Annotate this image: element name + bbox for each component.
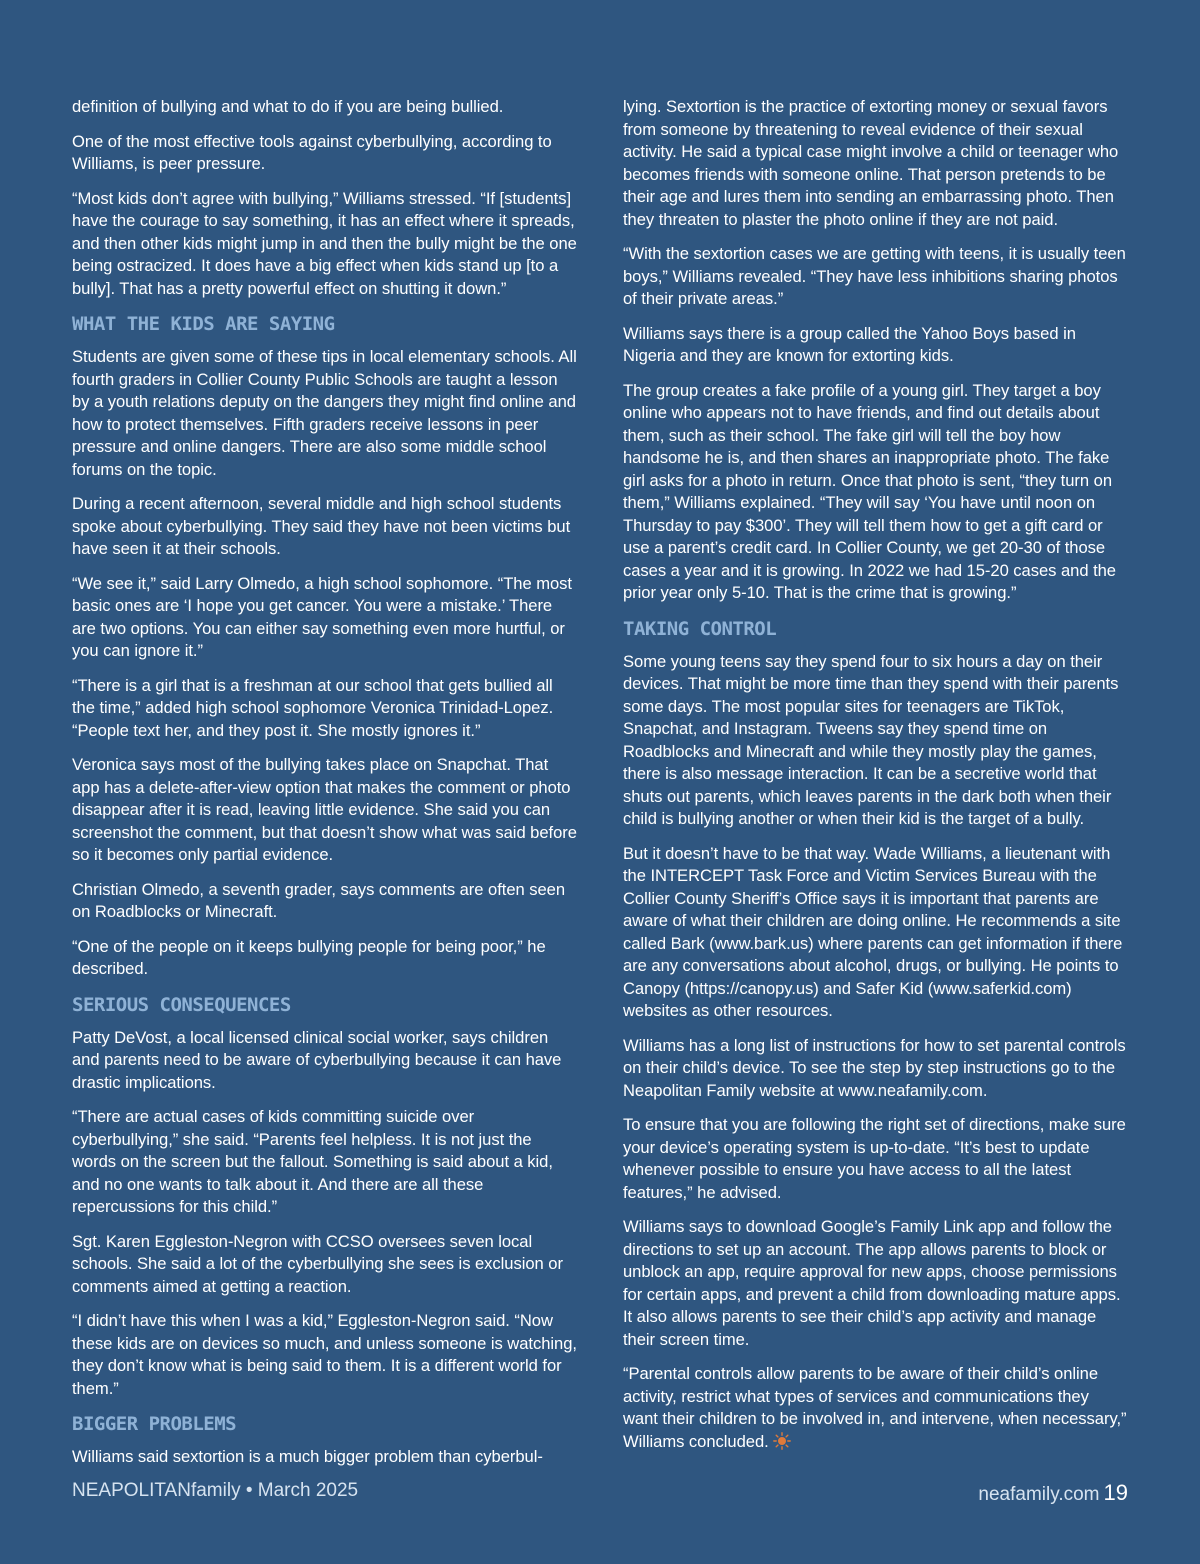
paragraph: definition of bullying and what to do if you are being bullied. [72,97,504,116]
paragraph: But it doesn’t have to be that way. Wade Williams, a lieutenant with the INTERCEPT Task Force and Victim Services Bureau with the Collier County Sheriff’s Office says it is important that parents are aware of what their children are doing online. He recommends a site called Bark (www.bark.us) where parents can get information if there are any conversations about alcohol, drugs, or bullying. He points to Canopy (https://canopy.us) and Safer Kid (www.saferkid.com) websites as other resources. [623,843,1123,1020]
paragraph: “There are actual cases of kids committing suicide over cyberbullying,” she said. “Parents feel helpless. It is not just the words on the screen but the fallout. Something is said about a kid, and no one wants to talk about it. And there are all these repercussions for this child.” [72,1107,553,1216]
paragraph: “We see it,” said Larry Olmedo, a high school sophomore. “The most basic ones are ‘I hope you get cancer. You were a mistake.’ There are two options. You can either say something even more hurtful, or you can ignore it.” [72,573,572,660]
paragraph-final [623,1363,1128,1453]
paragraph: “Most kids don’t agree with bullying,” Williams stressed. “If [students] have the courage to say something, it has an effect where it spreads, and then other kids might jump in and then the bully might be the one being ostracized. It does have a big effect when kids stand up [to a bully]. That has a pretty powerful effect on shutting it down.” [72,188,577,298]
paragraph: Some young teens say they spend four to six hours a day on their devices. That might be more time than they spend with their parents some days. The most popular sites for teenagers are TikTok, Snapchat, and Instagram. Tweens say they spend time on Roadblocks and Minecraft and while they mostly play the games, there is also message interaction. It can be a secretive world that shuts out parents, which leaves parents in the dark both when their child is bullying another or when their kid is the target of a bully. [623,651,1119,828]
paragraph: Christian Olmedo, a seventh grader, says comments are often seen on Roadblocks or Minecraft. [72,879,566,921]
sun-icon [773,1432,791,1450]
paragraph: To ensure that you are following the right set of directions, make sure your device’s operating system is up-to-date. “It’s best to update whenever possible to ensure you have access to all the latest features,” he advised. [623,1115,1126,1202]
paragraph: Williams has a long list of instructions for how to set parental controls on their child’s device. To see the step by step instructions go to the Neapolitan Family website at www.neafamily.com. [623,1035,1126,1100]
paragraph: Williams said sextortion is a much bigger problem than cyberbul- [72,1447,543,1466]
paragraph: Patty DeVost, a local licensed clinical social worker, says children and parents need to be aware of cyberbullying because it can have drastic implications. [72,1027,562,1092]
paragraph: Veronica says most of the bullying takes place on Snapchat. That app has a delete-after-view option that makes the comment or photo disappear after it is read, leaving little evidence. She said you can screenshot the comment, but that doesn’t show what was said before so it becomes only partial evidence. [72,755,577,864]
paragraph-text: “Parental controls allow parents to be aware of their child’s online activity, restrict what types of services and communications they want their children to be involved in, and intervene, when necessary,” Williams concluded. [623,1364,1127,1451]
paragraph: “With the sextortion cases we are getting with teens, it is usually teen boys,” Williams revealed. “They have less inhibitions sharing photos of their private areas.” [623,244,1126,308]
section-heading: SERIOUS CONSEQUENCES [72,993,291,1016]
site-url: neafamily.com [978,1484,1100,1505]
paragraph: “One of the people on it keeps bullying people for being poor,” he described. [72,936,546,978]
paragraph: During a recent afternoon, several middle and high school students spoke about cyberbullying. They said they have not been victims but have seen it at their schools. [72,494,571,558]
paragraph: The group creates a fake profile of a young girl. They target a boy online who appears not to have friends, and find out details about them, such as their school. The fake girl will tell the boy how handsome he is, and then shares an inappropriate photo. The fake girl asks for a photo in return. Once that photo is sent, “they turn on them,” Williams explained. “They will say ‘You have until noon on Thursday to pay $300’. They will tell them how to get a gift card or use a parent’s credit card. In Collier County, we get 20-30 of those cases a year and it is growing. In 2022 we had 15-20 cases and the prior year only 5-10. That is the crime that is growing.” [623,380,1116,602]
paragraph: One of the most effective tools against cyberbullying, according to Williams, is peer pressure. [72,131,552,173]
footer-publication: NEAPOLITANfamily • March 2025 [72,1480,359,1501]
left-column [72,96,577,1481]
paragraph: Sgt. Karen Eggleston-Negron with CCSO oversees seven local schools. She said a lot of the cyberbullying she sees is exclusion or comments aimed at getting a reaction. [72,1231,563,1296]
paragraph: Williams says to download Google’s Family Link app and follow the directions to set up an account. The app allows parents to block or unblock an app, require approval for new apps, choose permissions for certain apps, and prevent a child from downloading mature apps. It also allows parents to see their child’s app activity and manage their screen time. [623,1217,1121,1349]
paragraph: “There is a girl that is a freshman at our school that gets bullied all the time,” added high school sophomore Veronica Trinidad-Lopez. “People text her, and they post it. She mostly ignores it.” [72,675,554,740]
page-number: 19 [1103,1480,1128,1505]
footer-site [978,1480,1128,1506]
section-heading: BIGGER PROBLEMS [72,1413,237,1435]
paragraph: “I didn’t have this when I was a kid,” Eggleston-Negron said. “Now these kids are on devices so much, and unless someone is watching, they don’t know what is being said to them. It is a different world for them.” [72,1311,577,1398]
paragraph: Williams says there is a group called the Yahoo Boys based in Nigeria and they are known for extorting kids. [623,323,1076,365]
paragraph: Students are given some of these tips in local elementary schools. All fourth graders in Collier County Public Schools are taught a lesson by a youth relations deputy on the dangers they might find online and how to protect themselves. Fifth graders receive lessons in peer pressure and online dangers. There are also some middle school forums on the topic. [72,347,577,479]
paragraph: lying. Sextortion is the practice of extorting money or sexual favors from someone by threatening to reveal evidence of their sexual activity. He said a typical case might involve a child or teenager who becomes friends with someone online. That person pretends to be their age and lures them into sending an embarrassing photo. Then they threaten to plaster the photo online if they are not paid. [623,97,1119,229]
section-heading: WHAT THE KIDS ARE SAYING [72,313,335,335]
section-heading: TAKING CONTROL [623,617,777,640]
right-column [623,96,1128,1465]
